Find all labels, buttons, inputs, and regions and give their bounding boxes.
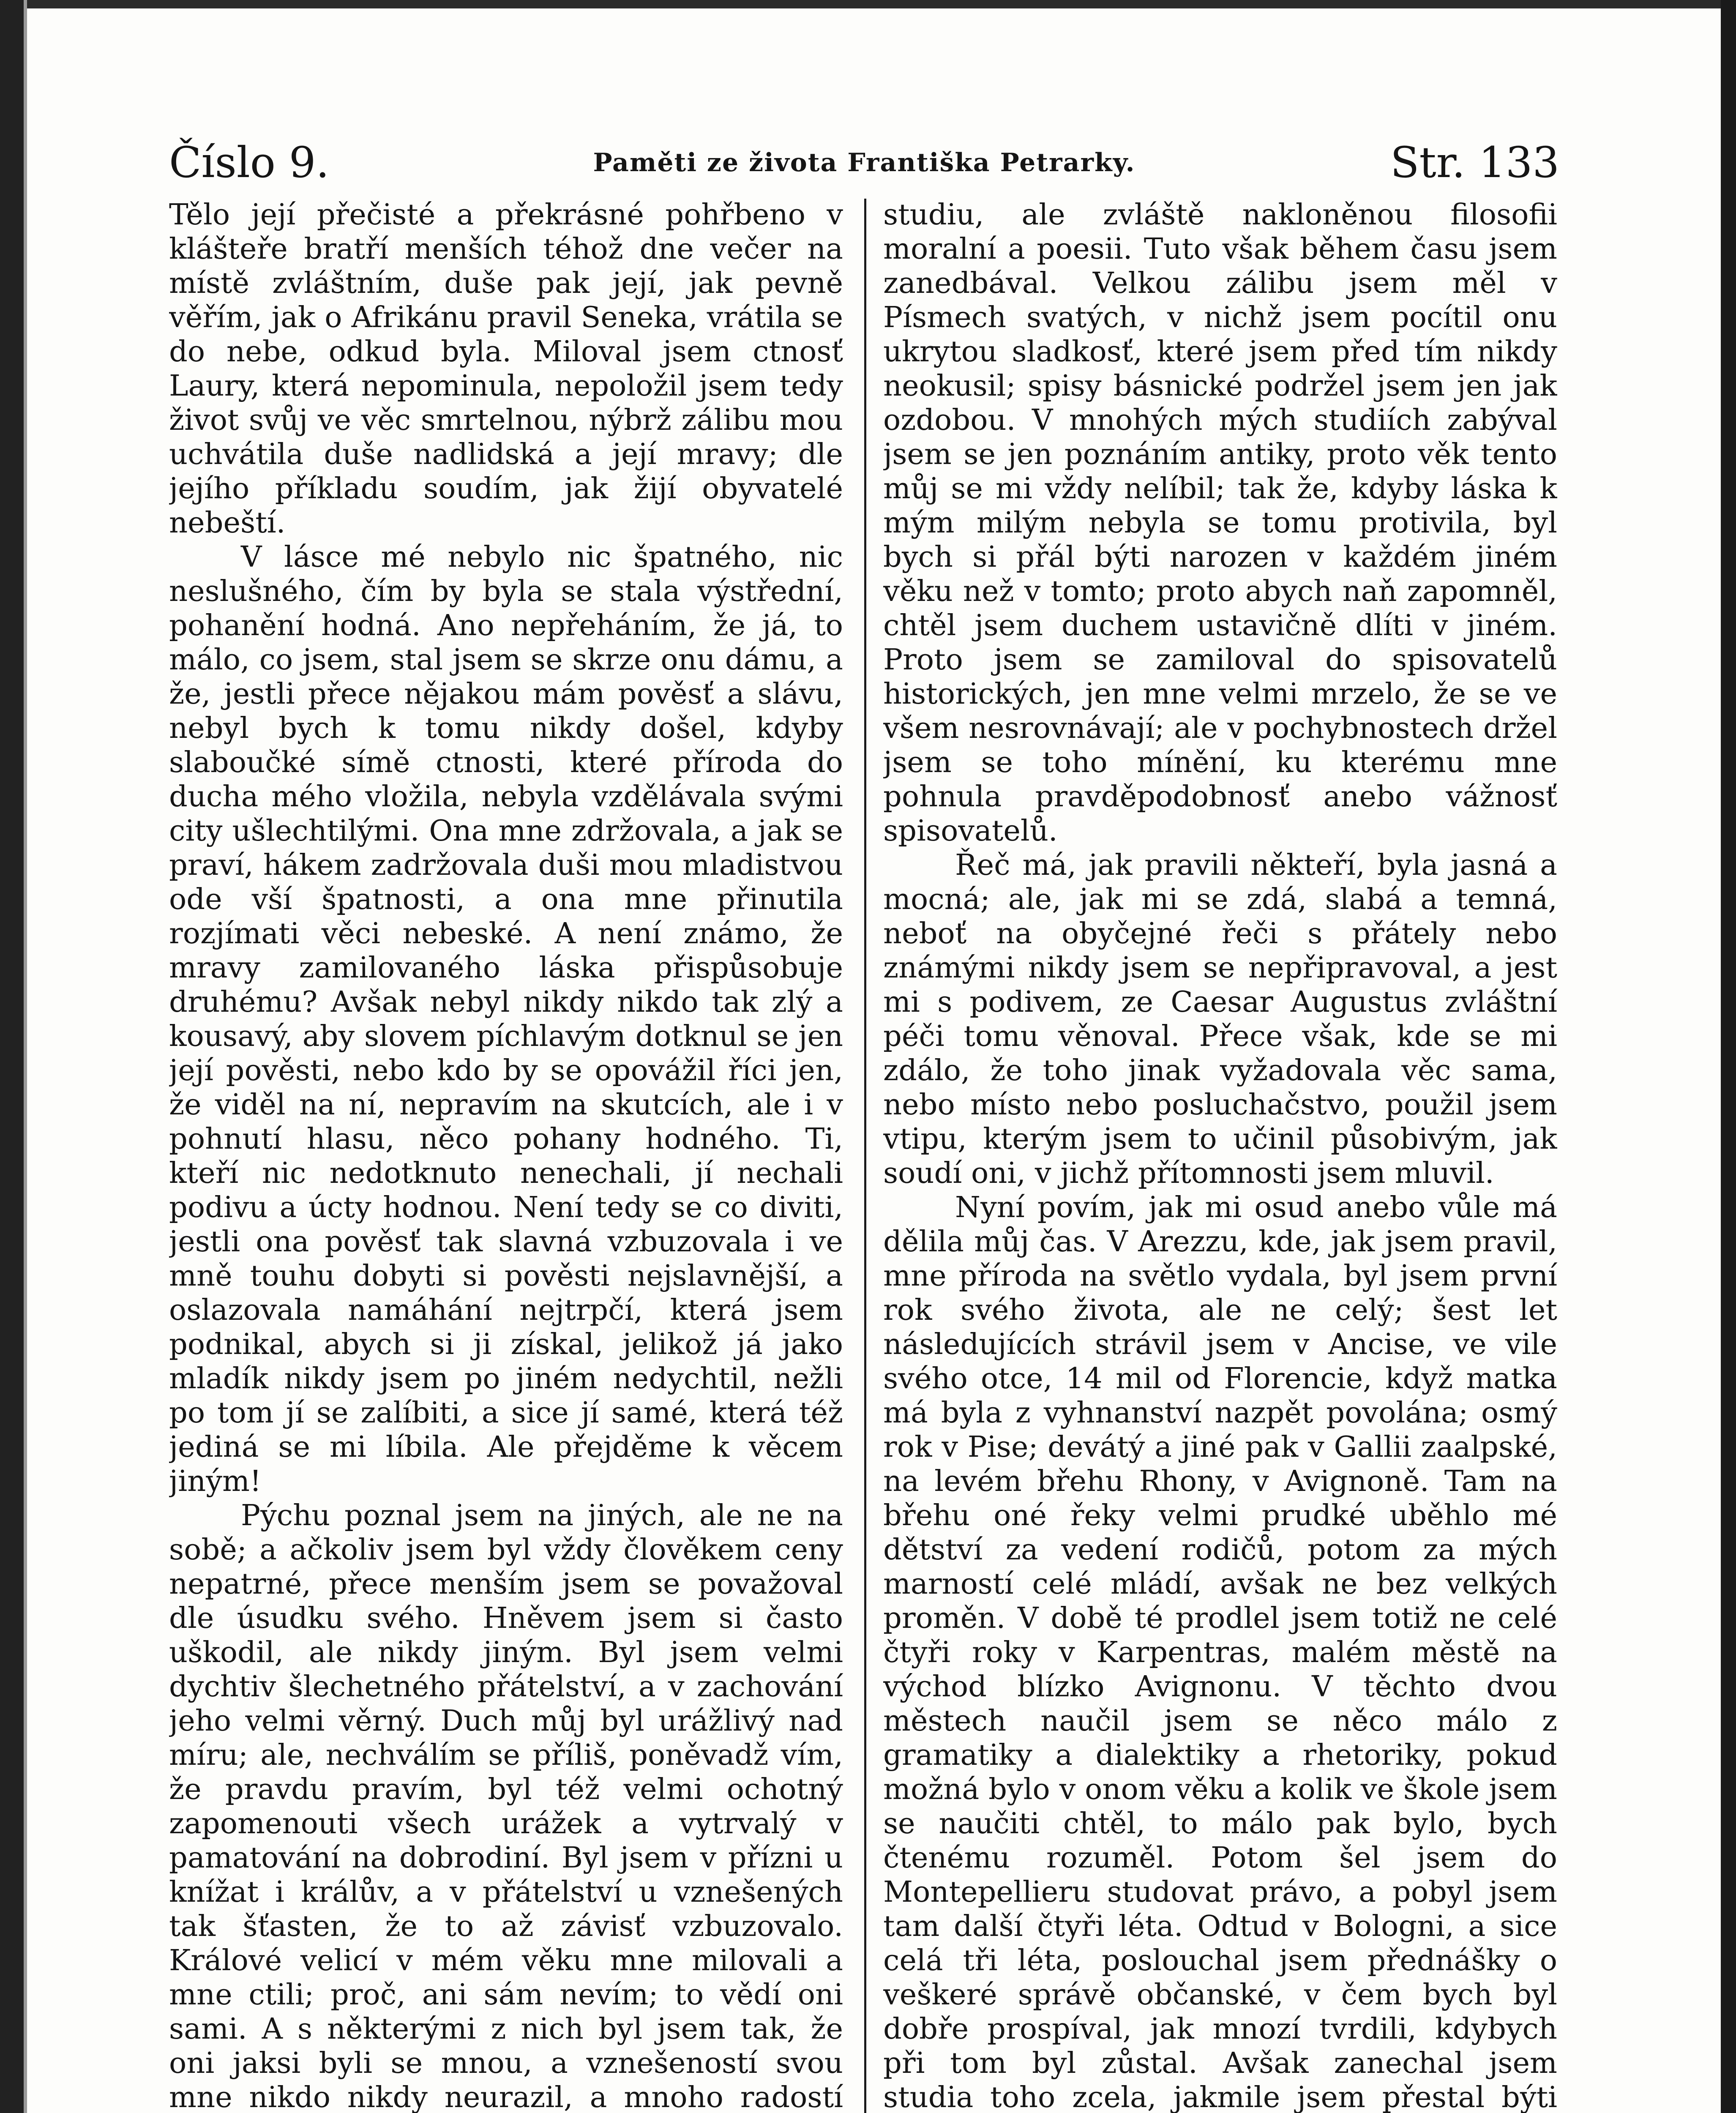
paragraph: Řeč má, jak pravili někteří, byla jasná a mocná; ale, jak mi se zdá, slabá a temná, neboť na obyčejné řeči s přátely nebo známými nikdy jsem se nepřipravoval, a jest mi s podivem, ze Caesar Augustus zvláštní péči tomu věnoval. Přece však, kde se mi zdálo, že toho jinak vyžadovala věc sama, nebo místo nebo posluchačstvo, použil jsem vtipu, kterým jsem to učinil působivým, jak soudí oni, v jichž přítomnosti jsem mluvil. <box>883 848 1557 1190</box>
scan-edge-left-shadow <box>24 0 27 2113</box>
page-number: Str. 133 <box>1390 138 1559 187</box>
paragraph: Nyní povím, jak mi osud anebo vůle má dělila můj čas. V Arezzu, kde, jak jsem pravil, mne příroda na světlo vydala, byl jsem první rok svého života, ale ne celý; šest let následujících strávil jsem v Ancise, ve vile svého otce, 14 mil od Florencie, když matka má byla z vyhnanství nazpět povolána; osmý rok v Pise; devátý a jiné pak v Gallii zaalpské, na levém břehu Rhony, v Avignoně. Tam na břehu oné řeky velmi prudké uběhlo mé dětství za vedení rodičů, potom za mých marností celé mládí, avšak ne bez velkých proměn. V době té prodlel jsem totiž ne celé čtyři roky v Karpentras, malém městě na východ blízko Avignonu. V těchto dvou městech naučil jsem se něco málo z gramatiky a dialektiky a rhetoriky, pokud možná bylo v onom věku a kolik ve škole jsem se naučiti chtěl, to málo pak bylo, bych čtenému rozuměl. Potom šel jsem do Montepellieru studovat právo, a pobyl jsem tam další čtyři léta. Odtud v Bologni, a sice celá tři léta, poslouchal jsem přednášky o veškeré správě občanské, v čem bych byl dobře prospíval, jak mnozí tvrdili, kdybych při tom byl zůstal. Avšak zanechal jsem studia toho zcela, jakmile jsem přestal býti <box>883 1190 1557 2113</box>
paragraph: Tělo její přečisté a překrásné pohřbeno v klášteře bratří menších téhož dne večer na místě zvláštním, duše pak její, jak pevně věřím, jak o Afrikánu pravil Seneka, vrátila se do nebe, odkud byla. Miloval jsem ctnosť Laury, která nepominula, nepoložil jsem tedy život svůj ve věc smrtelnou, nýbrž zálibu mou uchvátila duše nadlidská a její mravy; dle jejího příkladu soudím, jak žijí obyvatelé nebeští. <box>169 198 843 540</box>
right-column <box>883 198 1557 2113</box>
scan-edge-left <box>0 0 24 2113</box>
paragraph: studiu, ale zvláště nakloněnou filosofii moralní a poesii. Tuto však během času jsem zanedbával. Velkou zálibu jsem měl v Písmech svatých, v nichž jsem pocítil onu ukrytou sladkosť, které jsem před tím nikdy neokusil; spisy básnické podržel jsem jen jak ozdobou. V mnohých mých studiích zabýval jsem se jen poznáním antiky, proto věk tento můj se mi vždy nelíbil; tak že, kdyby láska k mým milým nebyla se tomu protivila, byl bych si přál býti narozen v každém jiném věku než v tomto; proto abych naň zapomněl, chtěl jsem duchem ustavičně dlíti v jiném. Proto jsem se zamiloval do spisovatelů historických, jen mne velmi mrzelo, že se ve všem nesrovnávají; ale v pochybnostech držel jsem se toho mínění, ku kterému mne pohnula pravděpodobnosť anebo vážnosť spisovatelů. <box>883 198 1557 848</box>
column-divider <box>864 199 866 2113</box>
paragraph: Pýchu poznal jsem na jiných, ale ne na sobě; a ačkoliv jsem byl vždy člověkem ceny nepatrné, přece menším jsem se považoval dle úsudku svého. Hněvem jsem si často uškodil, ale nikdy jiným. Byl jsem velmi dychtiv šlechetného přátelství, a v zachování jeho velmi věrný. Duch můj byl urážlivý nad míru; ale, nechválím se příliš, poněvadž vím, že pravdu pravím, byl též velmi ochotný zapomenouti všech urážek a vytrvalý v pamatování na dobrodiní. Byl jsem v přízni u knížat i králův, a v přátelství u vznešených tak šťasten, že to až závisť vzbuzovalo. Králové velicí v mém věku mne milovali a mne ctili; proč, ani sám nevím; to vědí oni sami. A s některými z nich byl jsem tak, že oni jaksi byli se mnou, a vznešeností svou mne nikdo nikdy neurazil, a mnoho radostí <box>169 1499 843 2113</box>
scan-edge-right <box>1721 0 1736 2113</box>
scan-edge-top <box>0 0 1736 8</box>
issue-number: Číslo 9. <box>169 138 330 187</box>
left-column <box>169 198 843 2113</box>
running-header <box>169 139 1559 186</box>
running-title: Paměti ze života Františka Petrarky. <box>593 148 1135 177</box>
paragraph: V lásce mé nebylo nic špatného, nic neslušného, čím by byla se stala výstřední, pohanění hodná. Ano nepřeháním, že já, to málo, co jsem, stal jsem se skrze onu dámu, a že, jestli přece nějakou mám pověsť a slávu, nebyl bych k tomu nikdy došel, kdyby slaboučké símě ctnosti, které příroda do ducha mého vložila, nebyla vzdělávala svými city ušlechtilými. Ona mne zdržovala, a jak se praví, hákem zadržovala duši mou mladistvou ode vší špatnosti, a ona mne přinutila rozjímati věci nebeské. A není známo, že mravy zamilovaného láska přispůsobuje druhému? Avšak nebyl nikdy nikdo tak zlý a kousavý, aby slovem píchlavým dotknul se jen její pověsti, nebo kdo by se opovážil říci jen, že viděl na ní, nepravím na skutcích, ale i v pohnutí hlasu, něco pohany hodného. Ti, kteří nic nedotknuto nenechali, jí nechali podivu a úcty hodnou. Není tedy se co diviti, jestli ona pověsť tak slavná vzbuzovala i ve mně touhu dobyti si pověsti nejslavnější, a oslazovala namáhání nejtrpčí, která jsem podnikal, abych si ji získal, jelikož já jako mladík nikdy jsem po jiném nedychtil, nežli po tom jí se zalíbiti, a sice jí samé, která též jediná se mi líbila. Ale přejděme k věcem jiným! <box>169 540 843 1498</box>
